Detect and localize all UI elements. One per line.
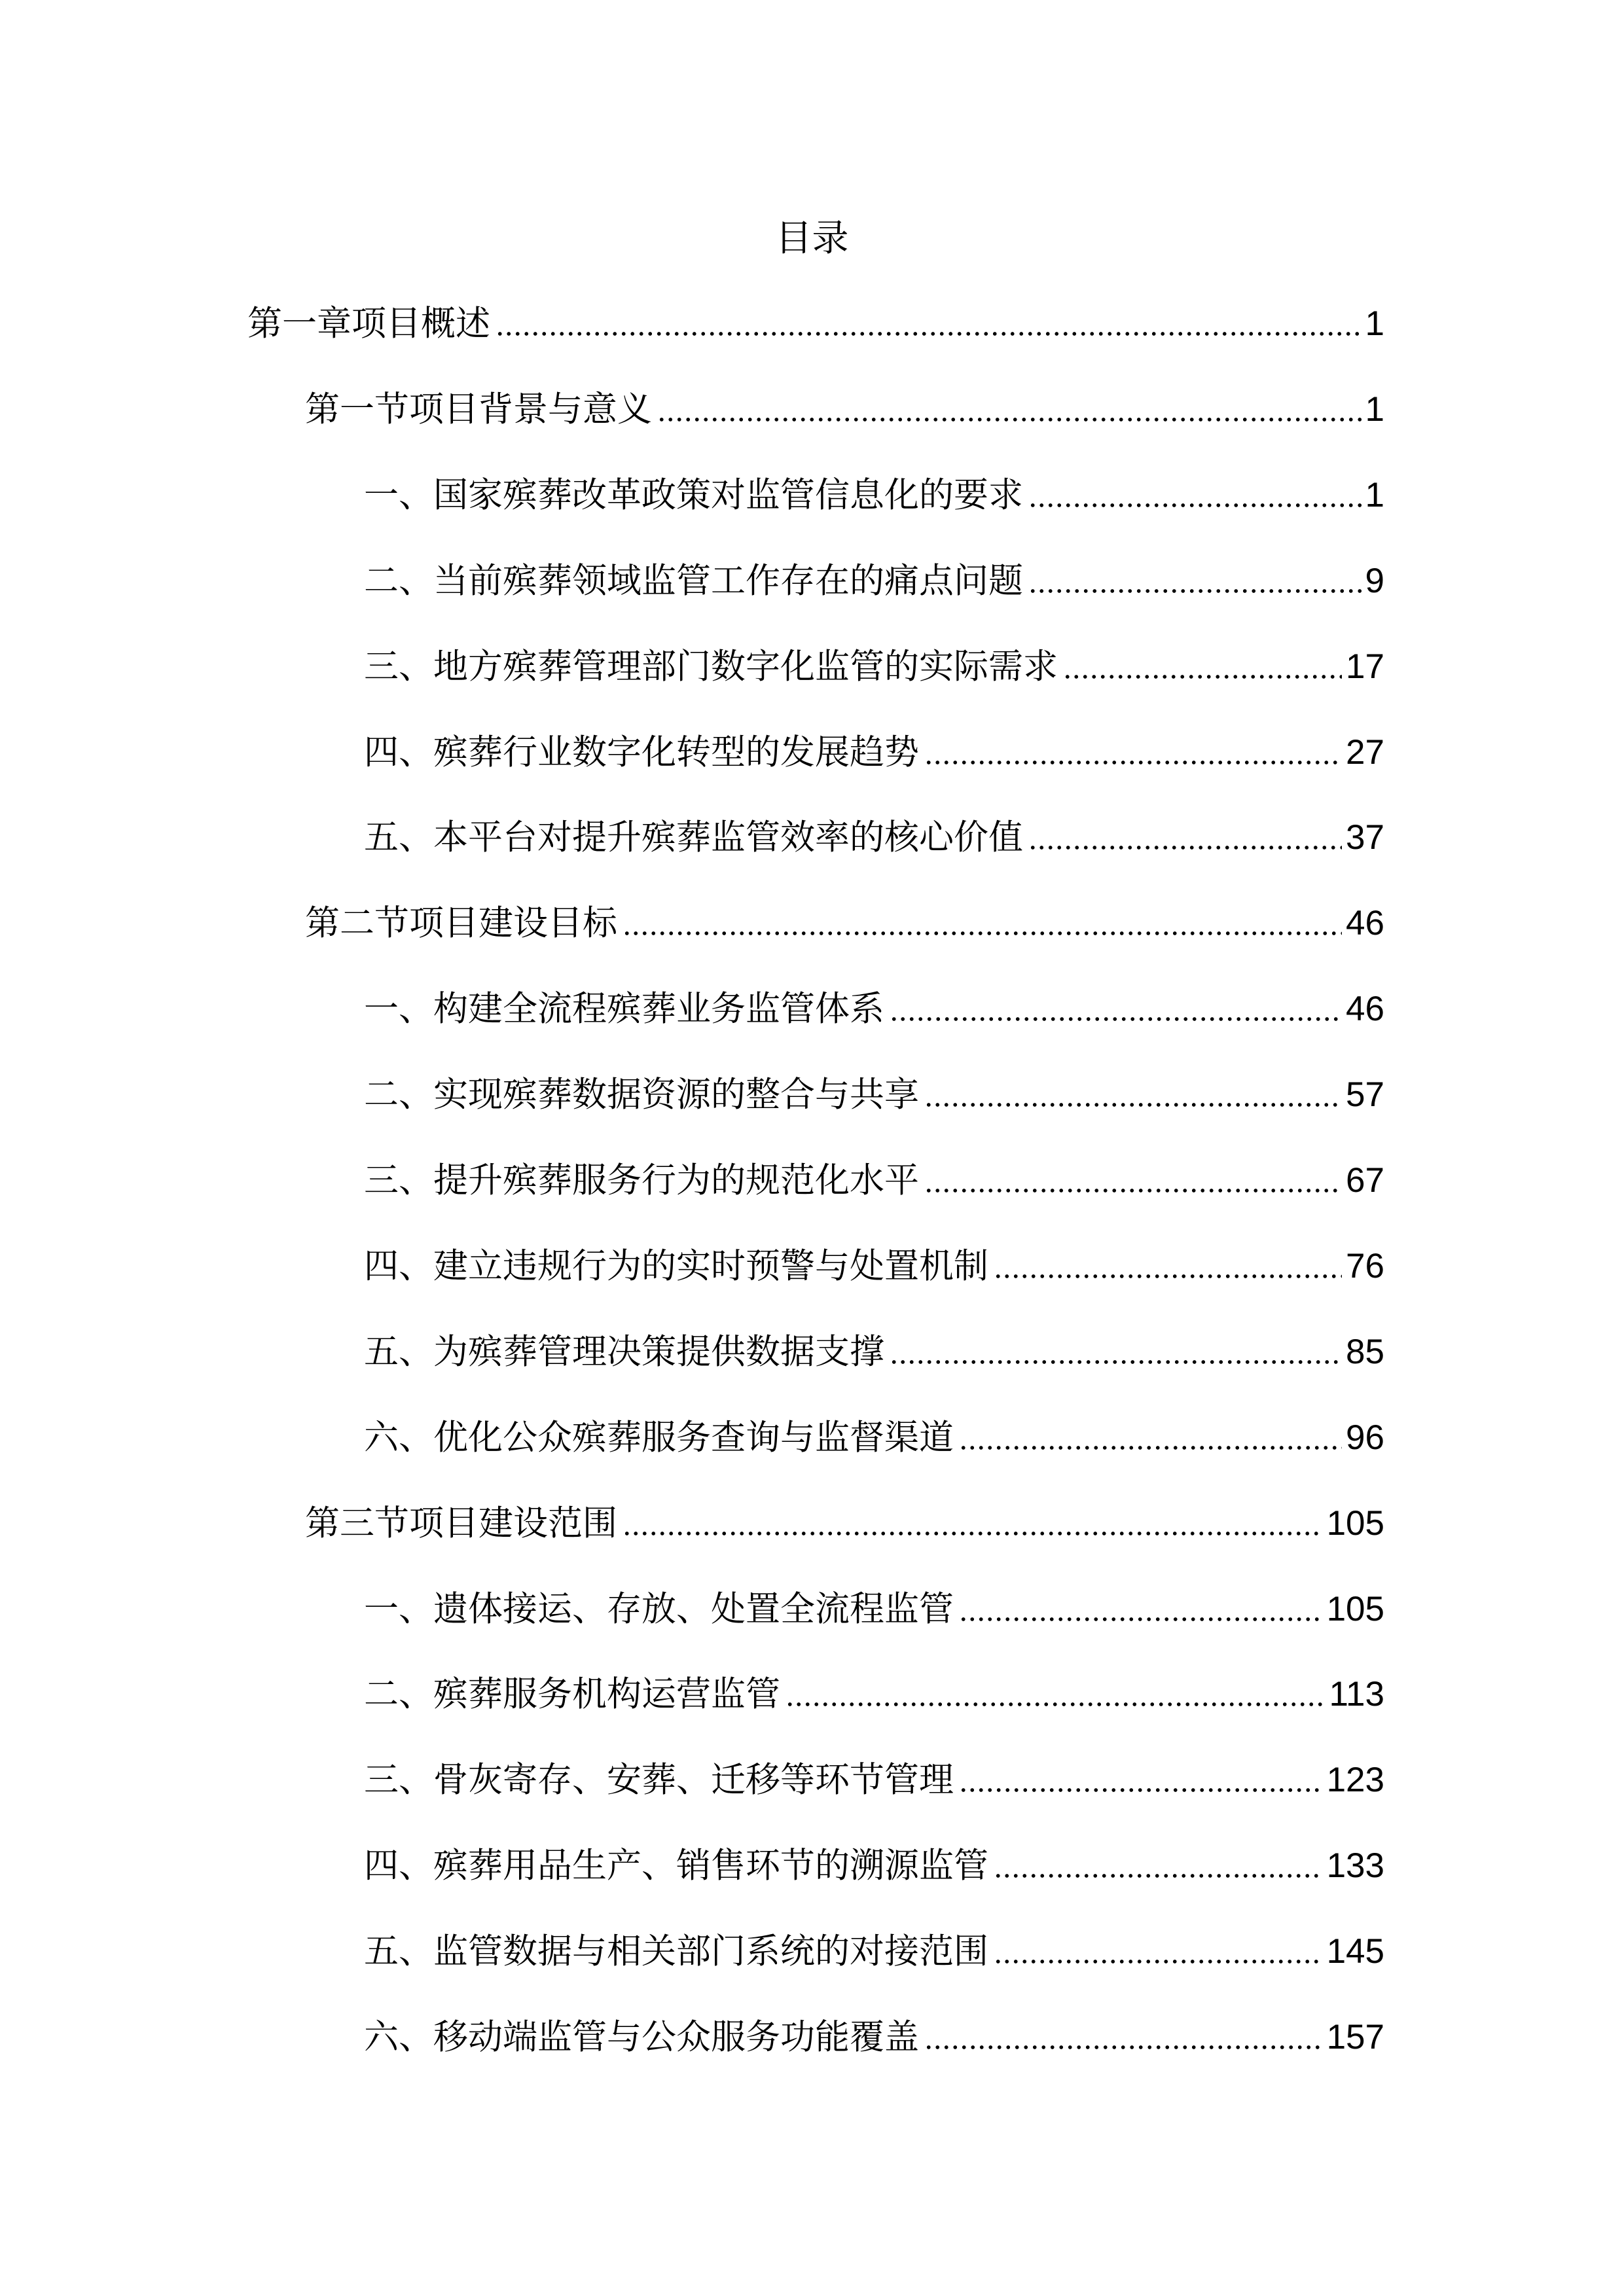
toc-entry-page-number: 46 xyxy=(1346,990,1384,1029)
dot-leader xyxy=(890,1016,1342,1022)
dot-leader xyxy=(623,931,1342,936)
toc-entry[interactable] xyxy=(364,814,1384,861)
toc-entry-label: 三、骨灰寄存、安葬、迁移等环节管理 xyxy=(364,1761,954,1800)
toc-entry-label: 第一节项目背景与意义 xyxy=(305,389,652,429)
toc-entry[interactable] xyxy=(364,1329,1384,1376)
dot-leader xyxy=(623,1531,1323,1536)
dot-leader xyxy=(959,1617,1323,1622)
toc-entry[interactable] xyxy=(364,1414,1384,1462)
toc-entry-page-number: 133 xyxy=(1326,1846,1384,1886)
dot-leader xyxy=(1028,503,1362,508)
toc-entry-label: 五、本平台对提升殡葬监管效率的核心价值 xyxy=(364,818,1023,857)
dot-leader xyxy=(994,1274,1342,1279)
toc-entry-page-number: 145 xyxy=(1326,1932,1384,1971)
toc-entry-page-number: 9 xyxy=(1365,561,1384,600)
toc-entry[interactable] xyxy=(305,1500,1384,1547)
toc-entry-page-number: 157 xyxy=(1326,2018,1384,2056)
dot-leader xyxy=(924,2045,1323,2050)
toc-entry-page-number: 1 xyxy=(1365,304,1384,343)
dot-leader xyxy=(924,1188,1342,1193)
toc-entry-page-number: 113 xyxy=(1329,1675,1384,1714)
toc-entry[interactable] xyxy=(305,386,1384,433)
toc-entry[interactable] xyxy=(364,2014,1384,2061)
dot-leader xyxy=(924,1102,1342,1107)
toc-entry-page-number: 1 xyxy=(1365,389,1384,429)
toc-entry-label: 四、建立违规行为的实时预警与处置机制 xyxy=(364,1246,988,1285)
toc-entry[interactable] xyxy=(364,1842,1384,1890)
toc-entry[interactable] xyxy=(364,1071,1384,1119)
dot-leader xyxy=(959,1445,1342,1450)
dot-leader xyxy=(1028,845,1342,850)
toc-entry[interactable] xyxy=(364,729,1384,776)
toc-entry-label: 第一章项目概述 xyxy=(247,304,490,343)
dot-leader xyxy=(890,1359,1342,1365)
toc-entry-label: 第二节项目建设目标 xyxy=(305,904,617,943)
toc-entry-label: 三、地方殡葬管理部门数字化监管的实际需求 xyxy=(364,647,1058,686)
toc-entry-label: 六、移动端监管与公众服务功能覆盖 xyxy=(364,2018,919,2056)
toc-entry[interactable] xyxy=(247,300,1384,348)
toc-entry[interactable] xyxy=(364,558,1384,605)
toc-entry[interactable] xyxy=(364,1243,1384,1290)
toc-entry-label: 二、当前殡葬领域监管工作存在的痛点问题 xyxy=(364,561,1023,600)
toc-entry-label: 第三节项目建设范围 xyxy=(305,1503,617,1543)
toc-entry-label: 六、优化公众殡葬服务查询与监督渠道 xyxy=(364,1418,954,1457)
toc-entry-page-number: 27 xyxy=(1346,732,1384,772)
toc-entry-label: 二、实现殡葬数据资源的整合与共享 xyxy=(364,1075,919,1115)
toc-entry-label: 五、为殡葬管理决策提供数据支撑 xyxy=(364,1332,884,1371)
toc-entry[interactable] xyxy=(364,1928,1384,1975)
toc-entry-page-number: 57 xyxy=(1346,1075,1384,1115)
toc-entry[interactable] xyxy=(364,1671,1384,1718)
dot-leader xyxy=(1063,674,1342,679)
toc-entry-page-number: 1 xyxy=(1365,475,1384,514)
toc-entry[interactable] xyxy=(364,1157,1384,1204)
toc-entry[interactable] xyxy=(364,472,1384,519)
toc-entry[interactable] xyxy=(305,900,1384,947)
toc-entry-label: 一、国家殡葬改革政策对监管信息化的要求 xyxy=(364,475,1023,514)
dot-leader xyxy=(785,1702,1326,1707)
toc-entry-page-number: 105 xyxy=(1326,1589,1384,1628)
toc-entry-page-number: 17 xyxy=(1346,647,1384,686)
toc-title: 目录 xyxy=(775,217,849,259)
toc-entry[interactable] xyxy=(364,986,1384,1033)
toc-entry-label: 一、遗体接运、存放、处置全流程监管 xyxy=(364,1589,954,1628)
toc-entry-label: 五、监管数据与相关部门系统的对接范围 xyxy=(364,1932,988,1971)
toc-entry-label: 四、殡葬用品生产、销售环节的溯源监管 xyxy=(364,1846,988,1886)
toc-entry-label: 二、殡葬服务机构运营监管 xyxy=(364,1675,780,1714)
toc-entry-page-number: 85 xyxy=(1346,1332,1384,1371)
dot-leader xyxy=(959,1787,1323,1793)
toc-entry[interactable] xyxy=(364,1586,1384,1633)
toc-entry-page-number: 96 xyxy=(1346,1418,1384,1457)
toc-entry[interactable] xyxy=(364,643,1384,691)
toc-entry-page-number: 46 xyxy=(1346,904,1384,943)
dot-leader xyxy=(994,1873,1323,1878)
dot-leader xyxy=(496,331,1362,336)
dot-leader xyxy=(1028,588,1362,594)
toc-entry-page-number: 105 xyxy=(1326,1503,1384,1543)
toc-entry[interactable] xyxy=(364,1757,1384,1804)
dot-leader xyxy=(924,760,1342,765)
toc-entry-page-number: 123 xyxy=(1326,1761,1384,1800)
toc-entry-page-number: 67 xyxy=(1346,1161,1384,1200)
toc-entry-page-number: 76 xyxy=(1346,1246,1384,1285)
dot-leader xyxy=(657,417,1362,422)
dot-leader xyxy=(994,1959,1323,1964)
toc-entry-page-number: 37 xyxy=(1346,818,1384,857)
toc-entry-label: 四、殡葬行业数字化转型的发展趋势 xyxy=(364,732,919,772)
toc-entry-label: 一、构建全流程殡葬业务监管体系 xyxy=(364,990,884,1029)
toc-entry-label: 三、提升殡葬服务行为的规范化水平 xyxy=(364,1161,919,1200)
